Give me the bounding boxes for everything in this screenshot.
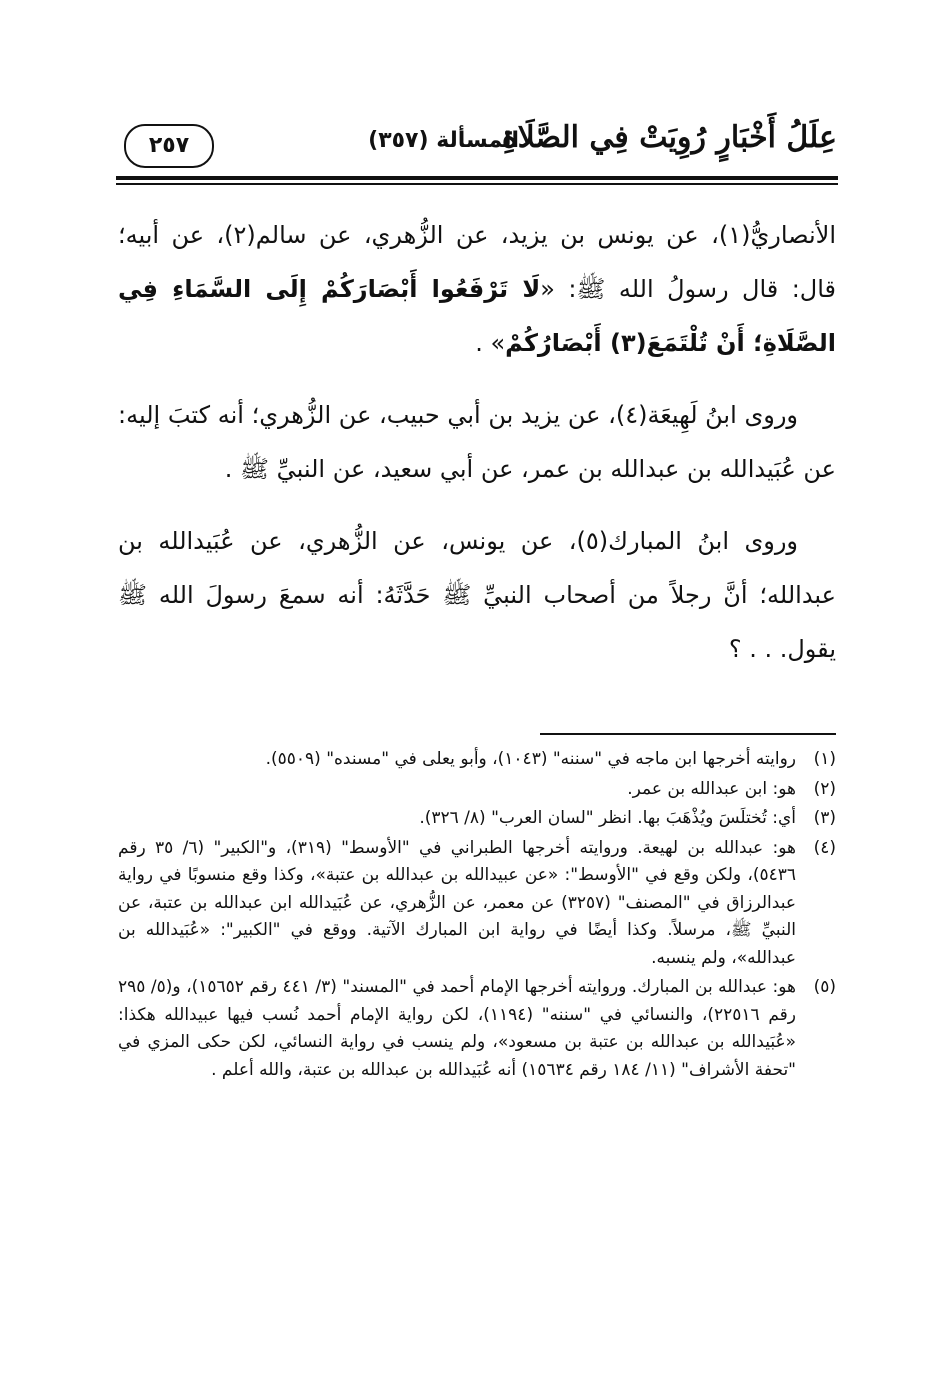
paragraph-1 bbox=[118, 208, 836, 370]
footnote-2 bbox=[118, 776, 836, 804]
issue-label: المسألة (٣٥٧) bbox=[368, 128, 519, 153]
page-number: ٢٥٧ bbox=[124, 124, 214, 168]
footnote-number: (٢) bbox=[813, 778, 836, 799]
header-rule-thin bbox=[116, 183, 838, 185]
footnote-text: هو: ابن عبدالله بن عمر. bbox=[627, 778, 796, 799]
footnote-text: روايته أخرجها ابن ماجه في "سننه" (١٠٤٣)، وأبو يعلى في "مسنده" (٥٥٠٩). bbox=[265, 749, 796, 769]
paragraph-3: وروى ابنُ المبارك(٥)، عن يونس، عن الزُّهري، عن عُبَيدالله بن عبدالله؛ أنَّ رجلاً من أصحاب النبيِّ ﷺ حَدَّثَهُ: أنه سمعَ رسولَ الله ﷺ يقول. . . ؟ bbox=[118, 527, 836, 663]
footnote-number: (٣) bbox=[813, 808, 836, 828]
footnote-text: هو: عبدالله بن لهيعة. وروايته أخرجها الطبراني في "الأوسط" (٣١٩)، و"الكبير" (٦/ ٣٥ رقم ٥٤٣٦)، ولكن وقع في "الأوسط": «عن عبيدالله بن عبدالله بن عتبة»، وكذا وقع منسوبًا في رواية عبدالرزاق في "المصنف" (٣٢٥٧) عن معمر، عن الزُّهري، عن عُبَيدالله ابن عبدالله بن عتبة، عن النبيِّ ﷺ، مرسلاً. وكذا أيضًا في رواية ابن المبارك الآتية. ووقع في "الكبير": «عُبَيدالله بن عبدالله»، ولم ينسبه. bbox=[118, 837, 797, 968]
footnote-number: (٤) bbox=[813, 837, 836, 858]
footnote-4 bbox=[118, 835, 836, 973]
footnote-separator bbox=[540, 733, 836, 735]
hadith-text: لَا تَرْفَعُوا أَبْصَارَكُمْ إِلَى السَّمَاءِ فِي الصَّلَاةِ؛ أَنْ تُلْتَمَعَ(٣) أَبْصَارُكُمْ bbox=[118, 275, 836, 357]
footnotes bbox=[118, 746, 836, 1086]
main-text bbox=[118, 208, 836, 694]
footnote-3 bbox=[118, 805, 836, 833]
header-rule-thick bbox=[116, 176, 838, 180]
paragraph-1-intro: الأنصاريُّ(١)، عن يونس بن يزيد، عن الزُّهري، عن سالم(٢)، عن أبيه؛ قال: قال رسولُ الله ﷺ: « bbox=[118, 221, 837, 303]
page-header bbox=[112, 112, 837, 174]
book-title: عِلَلُ أَخْبَارٍ رُوِيَتْ فِي الصَّلَاةِ bbox=[501, 120, 837, 155]
footnote-number: (٥) bbox=[813, 977, 836, 997]
paragraph-2: وروى ابنُ لَهِيعَة(٤)، عن يزيد بن أبي حبيب، عن الزُّهري؛ أنه كتبَ إليه: عن عُبَيدالله بن عبدالله بن عمر، عن أبي سعيد، عن النبيِّ ﷺ . bbox=[118, 401, 836, 483]
paragraph-1-close: » . bbox=[475, 329, 506, 357]
footnote-number: (١) bbox=[813, 749, 836, 769]
footnote-1 bbox=[118, 746, 836, 774]
footnote-text: أي: تُختلَسَ ويُذْهَبَ بها. انظر "لسان العرب" (٨/ ٣٢٦). bbox=[419, 808, 796, 828]
footnote-5 bbox=[118, 974, 836, 1084]
footnote-text: هو: عبدالله بن المبارك. وروايته أخرجها الإمام أحمد في "المسند" (٣/ ٤٤١ رقم ١٥٦٥٢)، و(٥/ ٢٩٥ رقم ٢٢٥١٦)، والنسائي في "سننه" (١١٩٤)، لكن رواية الإمام أحمد نُسب فيها عبيدالله هكذا: «عُبَيدالله بن عبدالله بن عتبة بن مسعود»، ولم ينسب في رواية النسائي، لكن حكى المزي في "تحفة الأشراف" (١١/ ١٨٤ رقم ١٥٦٣٤) أنه عُبَيدالله بن عبدالله بن عتبة، والله أعلم . bbox=[118, 977, 796, 1080]
